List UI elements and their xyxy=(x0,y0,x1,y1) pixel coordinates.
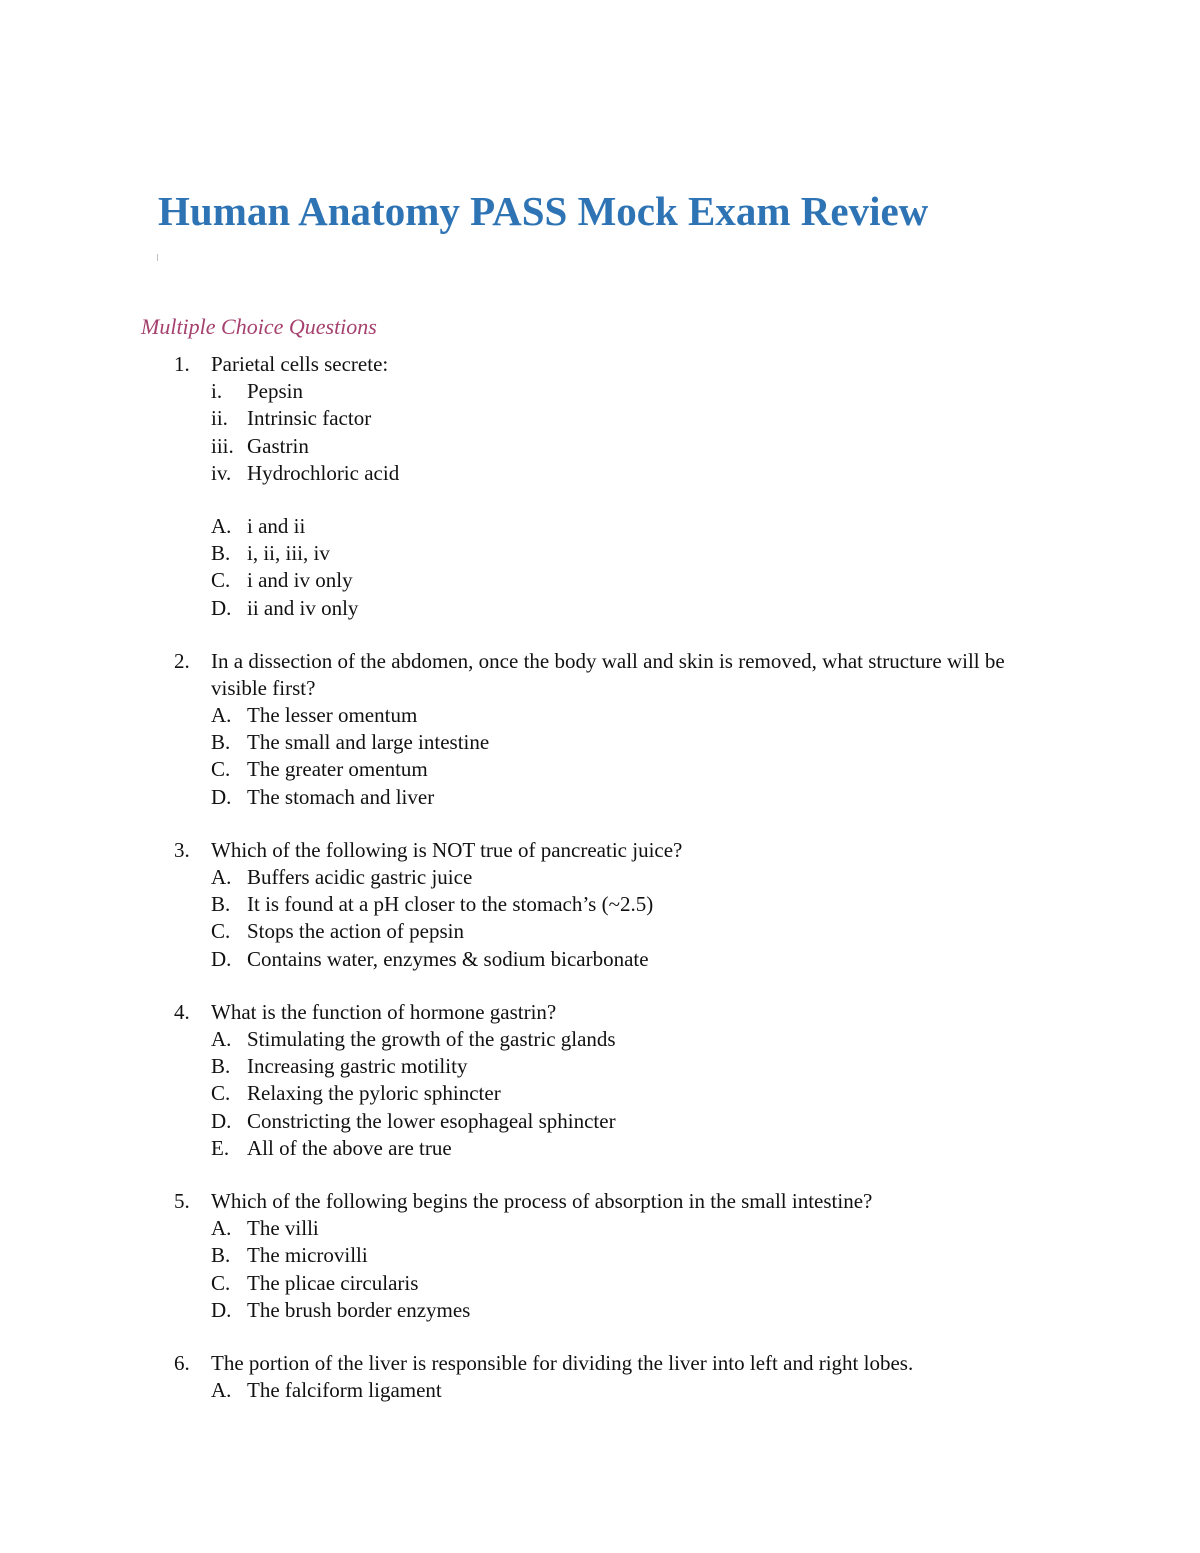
option-text: The lesser omentum xyxy=(247,703,418,728)
option-label: D. xyxy=(211,784,232,809)
option-item xyxy=(0,918,1200,945)
question-text: In a dissection of the abdomen, once the body wall and skin is removed, what structure will be visible first? xyxy=(211,648,1005,700)
page-title: Human Anatomy PASS Mock Exam Review xyxy=(158,188,929,234)
option-label: B. xyxy=(211,730,231,755)
option-text: The plicae circularis xyxy=(247,1270,419,1295)
question-text: Parietal cells secrete: xyxy=(211,352,389,376)
question-2 xyxy=(0,648,1200,837)
statement-item xyxy=(0,433,1200,460)
question-5 xyxy=(0,1188,1200,1350)
option-text: Contains water, enzymes & sodium bicarbonate xyxy=(247,946,649,971)
option-item xyxy=(0,1108,1200,1135)
option-item xyxy=(0,946,1200,973)
option-text: The stomach and liver xyxy=(247,784,435,809)
option-label: B. xyxy=(211,892,231,917)
option-text: It is found at a pH closer to the stomach’s (~2.5) xyxy=(247,892,654,917)
spacer xyxy=(0,622,1200,648)
option-list xyxy=(0,513,1200,622)
option-label: A. xyxy=(211,1378,232,1403)
spacer xyxy=(0,1162,1200,1188)
option-item xyxy=(0,1026,1200,1053)
question-list xyxy=(0,351,1200,1404)
option-item xyxy=(0,1215,1200,1242)
statement-item xyxy=(0,460,1200,487)
statement-text: Intrinsic factor xyxy=(247,406,372,431)
option-text: Increasing gastric motility xyxy=(247,1054,468,1079)
cursor-mark xyxy=(157,254,158,261)
option-label: C. xyxy=(211,1270,231,1295)
statement-label: iv. xyxy=(211,460,232,485)
option-text: i and iv only xyxy=(247,568,353,593)
option-label: B. xyxy=(211,541,231,566)
option-item xyxy=(0,1242,1200,1269)
statement-label: i. xyxy=(211,379,223,404)
statement-text: Pepsin xyxy=(247,379,304,404)
question-text: What is the function of hormone gastrin? xyxy=(211,999,557,1024)
option-label: A. xyxy=(211,1027,232,1052)
statement-text: Hydrochloric acid xyxy=(247,460,400,485)
question-3 xyxy=(0,837,1200,999)
option-item xyxy=(0,540,1200,567)
option-label: B. xyxy=(211,1054,231,1079)
option-label: A. xyxy=(211,703,232,728)
option-label: A. xyxy=(211,865,232,890)
option-item xyxy=(0,784,1200,811)
statement-item xyxy=(0,405,1200,432)
option-item xyxy=(0,1080,1200,1107)
option-label: B. xyxy=(211,1243,231,1268)
spacer xyxy=(0,973,1200,999)
option-list xyxy=(0,864,1200,973)
option-text: Relaxing the pyloric sphincter xyxy=(247,1081,501,1106)
option-text: Stops the action of pepsin xyxy=(247,919,464,944)
option-label: C. xyxy=(211,1081,231,1106)
option-text: The falciform ligament xyxy=(247,1378,442,1403)
spacer xyxy=(0,811,1200,837)
option-label: D. xyxy=(211,946,232,971)
statement-label: ii. xyxy=(211,406,228,431)
question-number: 2. xyxy=(174,648,190,673)
option-list xyxy=(0,1377,1200,1404)
option-item xyxy=(0,729,1200,756)
option-label: C. xyxy=(211,757,231,782)
option-item xyxy=(0,595,1200,622)
statement-text: Gastrin xyxy=(247,433,309,458)
question-number: 4. xyxy=(174,999,190,1024)
option-text: ii and iv only xyxy=(247,595,359,620)
option-list xyxy=(0,1215,1200,1324)
option-label: A. xyxy=(211,1216,232,1241)
question-number: 5. xyxy=(174,1188,190,1213)
option-item xyxy=(0,702,1200,729)
section-heading: Multiple Choice Questions xyxy=(141,314,377,339)
option-label: D. xyxy=(211,1297,232,1322)
option-item xyxy=(0,891,1200,918)
question-4 xyxy=(0,999,1200,1188)
option-text: Buffers acidic gastric juice xyxy=(247,865,473,890)
option-label: D. xyxy=(211,595,232,620)
option-item xyxy=(0,1135,1200,1162)
option-item xyxy=(0,567,1200,594)
option-text: Stimulating the growth of the gastric glands xyxy=(247,1027,616,1052)
option-label: C. xyxy=(211,568,231,593)
option-text: All of the above are true xyxy=(247,1135,452,1160)
option-label: E. xyxy=(211,1135,230,1160)
statement-list xyxy=(0,378,1200,487)
question-number: 1. xyxy=(174,352,190,376)
question-number: 3. xyxy=(174,837,190,862)
option-item xyxy=(0,513,1200,540)
option-item xyxy=(0,1377,1200,1404)
option-text: i and ii xyxy=(247,513,306,538)
statement-item xyxy=(0,378,1200,405)
option-text: The brush border enzymes xyxy=(247,1297,471,1322)
question-text: Which of the following is NOT true of pancreatic juice? xyxy=(211,837,683,862)
option-label: C. xyxy=(211,919,231,944)
option-list xyxy=(0,1026,1200,1162)
option-label: A. xyxy=(211,513,232,538)
option-item xyxy=(0,1270,1200,1297)
option-text: The greater omentum xyxy=(247,757,428,782)
option-text: The villi xyxy=(247,1216,319,1241)
spacer xyxy=(0,487,1200,513)
option-label: D. xyxy=(211,1108,232,1133)
question-text: Which of the following begins the process of absorption in the small intestine? xyxy=(211,1188,873,1213)
option-item xyxy=(0,1297,1200,1324)
option-text: i, ii, iii, iv xyxy=(247,541,330,566)
option-list xyxy=(0,702,1200,811)
question-text: The portion of the liver is responsible for dividing the liver into left and right lobes. xyxy=(211,1350,914,1375)
option-item xyxy=(0,1053,1200,1080)
option-item xyxy=(0,864,1200,891)
question-1 xyxy=(0,351,1200,648)
question-6 xyxy=(0,1350,1200,1404)
option-text: The small and large intestine xyxy=(247,730,490,755)
option-text: The microvilli xyxy=(247,1243,368,1268)
option-text: Constricting the lower esophageal sphincter xyxy=(247,1108,616,1133)
statement-label: iii. xyxy=(211,433,234,458)
option-item xyxy=(0,756,1200,783)
spacer xyxy=(0,1324,1200,1350)
question-number: 6. xyxy=(174,1350,190,1375)
